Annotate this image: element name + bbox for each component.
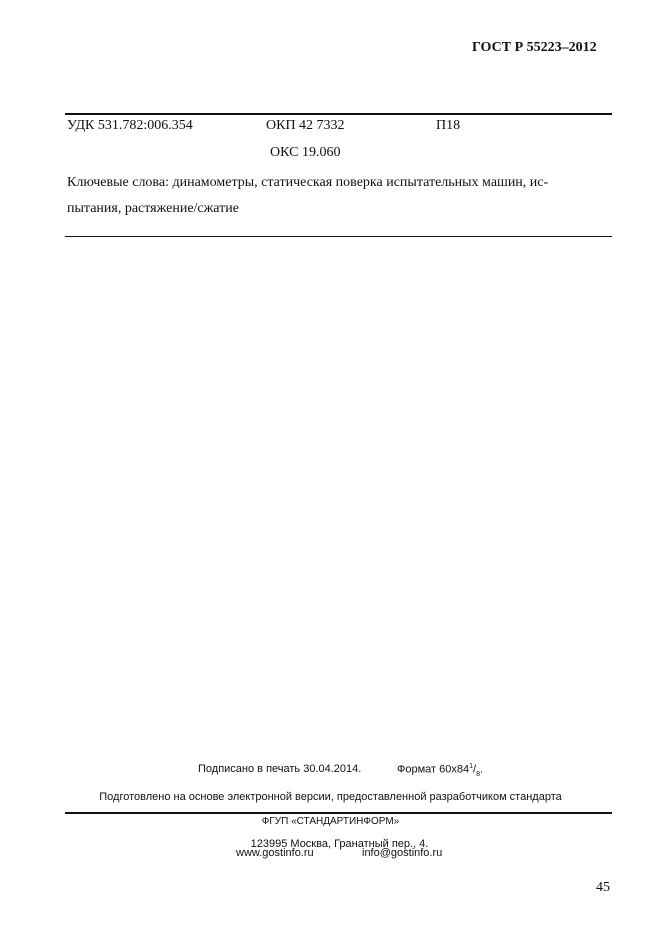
- okp-code: ОКП 42 7332: [266, 118, 345, 133]
- middle-rule: [65, 236, 612, 237]
- publisher-email: info@gostinfo.ru: [362, 847, 443, 859]
- keywords-line-1: Ключевые слова: динамометры, статическая поверка испытательных машин, ис-: [67, 175, 549, 190]
- classification-group: П18: [436, 118, 461, 133]
- document-code: ГОСТ Р 55223–2012: [472, 40, 597, 55]
- format-label: Формат 60x84: [397, 763, 470, 776]
- oks-code: ОКС 19.060: [270, 145, 341, 160]
- format-end: .: [479, 763, 484, 776]
- format-numerator: 1: [469, 763, 474, 770]
- udc-code: УДК 531.782:006.354: [67, 118, 193, 133]
- paper-format: Формат $60x84^1/_8$.: [397, 763, 484, 778]
- keywords-paragraph: [67, 170, 612, 222]
- publisher-name: ФГУП «СТАНДАРТИНФОРМ»: [261, 816, 400, 827]
- publisher-address: 123995 Москва, Гранатный пер., 4.: [250, 838, 429, 850]
- keywords-line-2: пытания, растяжение/сжатие: [67, 201, 239, 216]
- prepared-note: Подготовлено на основе электронной версии, предоставленной разработчиком стандарта: [99, 791, 562, 803]
- page-number: 45: [596, 880, 610, 895]
- format-denominator: 8: [476, 770, 480, 778]
- top-rule: [65, 113, 612, 115]
- signed-to-print: Подписано в печать 30.04.2014.: [198, 763, 362, 775]
- publisher-website: www.gostinfo.ru: [236, 847, 314, 859]
- bottom-rule: [65, 812, 612, 814]
